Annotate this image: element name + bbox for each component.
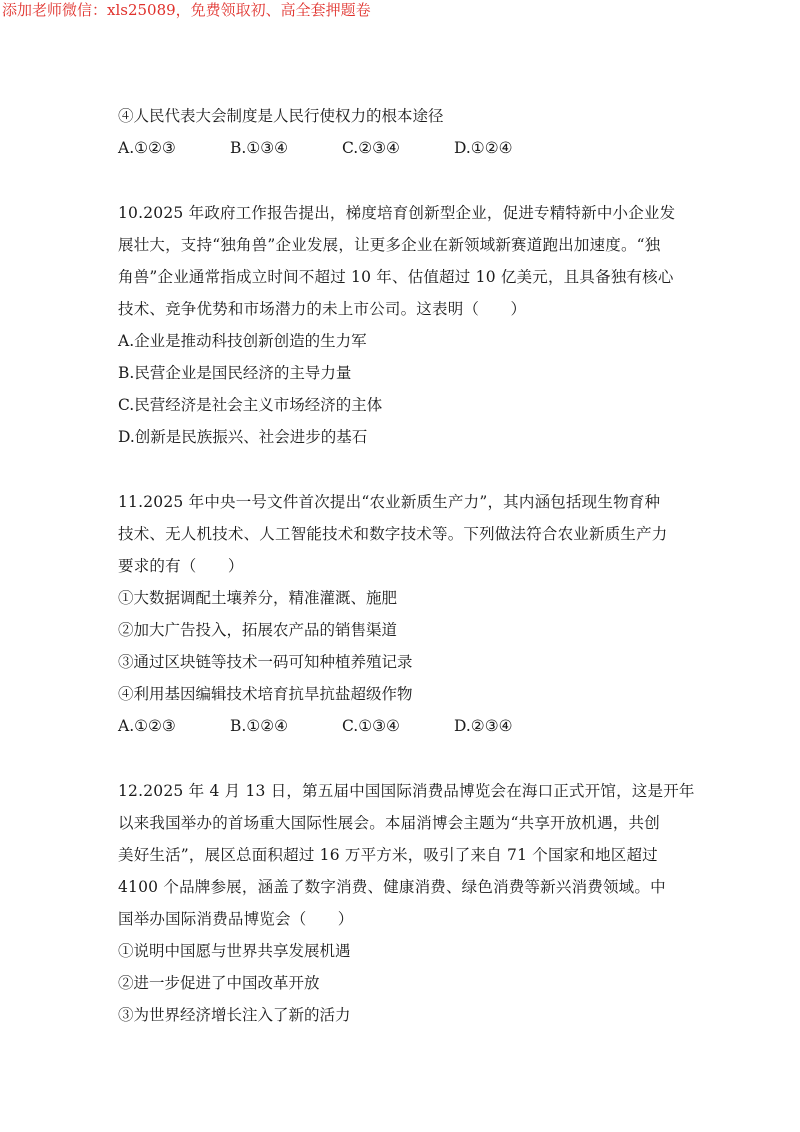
spacer xyxy=(118,742,698,775)
q12-stem-line: 4100 个品牌参展，涵盖了数字消费、健康消费、绿色消费等新兴消费领域。中 xyxy=(118,878,666,896)
q9-option-c: C.②③④ xyxy=(342,139,400,157)
q10-stem-line: 展壮大，支持“独角兽”企业发展，让更多企业在新领域新赛道跑出加速度。“独 xyxy=(118,236,661,254)
q10-stem-line: 技术、竞争优势和市场潜力的未上市公司。这表明（ ） xyxy=(118,300,527,318)
q12-item-1: ①说明中国愿与世界共享发展机遇 xyxy=(118,942,351,960)
q11-item-2: ②加大广告投入，拓展农产品的销售渠道 xyxy=(118,621,398,639)
q10-option-c: C.民营经济是社会主义市场经济的主体 xyxy=(118,396,383,414)
q12-stem-line: 国举办国际消费品博览会（ ） xyxy=(118,910,354,928)
q11-item-1: ①大数据调配土壤养分，精准灌溉、施肥 xyxy=(118,589,398,607)
q10-option-b: B.民营企业是国民经济的主导力量 xyxy=(118,364,352,382)
q9-option-b: B.①③④ xyxy=(230,139,289,157)
q11-stem-line: 技术、无人机技术、人工智能技术和数字技术等。下列做法符合农业新质生产力 xyxy=(118,525,668,543)
spacer xyxy=(118,453,698,486)
q11-option-c: C.①③④ xyxy=(342,717,400,735)
q10-stem-line: 10.2025 年政府工作报告提出，梯度培育创新型企业，促进专精特新中小企业发 xyxy=(118,204,676,222)
watermark-banner: 添加老师微信：xls25089，免费领取初、高全套押题卷 xyxy=(2,1,371,19)
spacer xyxy=(118,164,698,197)
q11-stem-line: 11.2025 年中央一号文件首次提出“农业新质生产力”，其内涵包括现生物育种 xyxy=(118,493,661,511)
q10-stem-line: 角兽”企业通常指成立时间不超过 10 年、估值超过 10 亿美元，且具备独有核心 xyxy=(118,268,674,286)
q11-option-d: D.②③④ xyxy=(454,717,513,735)
question-12 xyxy=(118,775,698,1031)
q11-options xyxy=(118,710,698,742)
q9-options xyxy=(118,132,698,164)
q12-item-3: ③为世界经济增长注入了新的活力 xyxy=(118,1006,351,1024)
q10-option-d: D.创新是民族振兴、社会进步的基石 xyxy=(118,428,368,446)
q12-stem-line: 美好生活”，展区总面积超过 16 万平方米，吸引了来自 71 个国家和地区超过 xyxy=(118,846,658,864)
q9-option-d: D.①②④ xyxy=(454,139,513,157)
q11-option-a: A.①②③ xyxy=(118,717,176,735)
q11-option-b: B.①②④ xyxy=(230,717,289,735)
question-10 xyxy=(118,197,698,453)
q11-item-3: ③通过区块链等技术一码可知种植养殖记录 xyxy=(118,653,413,671)
q12-item-2: ②进一步促进了中国改革开放 xyxy=(118,974,320,992)
question-11 xyxy=(118,486,698,742)
q11-item-4: ④利用基因编辑技术培育抗旱抗盐超级作物 xyxy=(118,685,413,703)
q11-stem-line: 要求的有（ ） xyxy=(118,557,244,575)
q12-stem-line: 12.2025 年 4 月 13 日，第五届中国国际消费品博览会在海口正式开馆，这是开年 xyxy=(118,782,695,800)
q9-item-4: ④人民代表大会制度是人民行使权力的根本途径 xyxy=(118,107,444,125)
q9-option-a: A.①②③ xyxy=(118,139,176,157)
q10-option-a: A.企业是推动科技创新创造的生力军 xyxy=(118,332,367,350)
document-body xyxy=(118,100,698,1031)
q12-stem-line: 以来我国举办的首场重大国际性展会。本届消博会主题为“共享开放机遇，共创 xyxy=(118,814,660,832)
